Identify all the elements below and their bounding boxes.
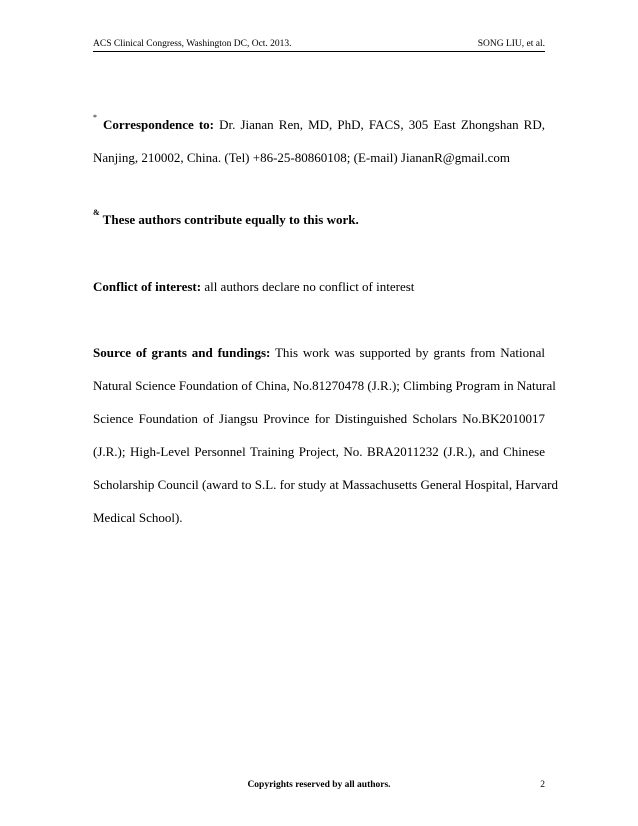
- grants-label: Source of grants and fundings:: [93, 345, 271, 360]
- page-number: 2: [540, 780, 545, 790]
- grants-line-1: [93, 345, 545, 361]
- header-authors: SONG LIU, et al.: [477, 39, 545, 49]
- page-footer: [93, 778, 545, 792]
- correspondence-paragraph: [93, 113, 545, 166]
- grants-line-4: (J.R.); High-Level Personnel Training Project, No. BRA2011232 (J.R.), and Chinese: [93, 444, 545, 459]
- conflict-text: all authors declare no conflict of interest: [201, 279, 415, 294]
- correspondence-line-1-text: Dr. Jianan Ren, MD, PhD, FACS, 305 East Zhongshan RD,: [214, 117, 545, 132]
- conflict-paragraph: [93, 279, 545, 295]
- equal-contribution-text: These authors contribute equally to this work.: [102, 212, 359, 227]
- grants-line-3: Science Foundation of Jiangsu Province for Distinguished Scholars No.BK2010017: [93, 411, 545, 426]
- correspondence-label: Correspondence to:: [103, 117, 215, 132]
- conflict-label: Conflict of interest:: [93, 279, 202, 294]
- grants-line-6: Medical School).: [93, 510, 183, 525]
- asterisk-mark: *: [93, 113, 97, 122]
- grants-line-5: Scholarship Council (award to S.L. for study at Massachusetts General Hospital, Harvard: [93, 477, 559, 492]
- grants-line-2: Natural Science Foundation of China, No.81270478 (J.R.); Climbing Program in Natural: [93, 378, 556, 393]
- grants-line-1-text: This work was supported by grants from National: [270, 345, 545, 360]
- grants-paragraph: [93, 345, 559, 526]
- correspondence-line-2: Nanjing, 210002, China. (Tel) +86-25-80860108; (E-mail) JiananR@gmail.com: [93, 150, 510, 165]
- running-header: [93, 38, 545, 52]
- header-conference: ACS Clinical Congress, Washington DC, Oct. 2013.: [93, 39, 292, 49]
- equal-contribution-line: [93, 208, 545, 228]
- conflict-line: [93, 279, 545, 295]
- ampersand-mark: &: [93, 208, 100, 217]
- footer-copyright: Copyrights reserved by all authors.: [247, 780, 391, 790]
- correspondence-line-1: [93, 113, 545, 133]
- equal-contribution-paragraph: [93, 208, 545, 228]
